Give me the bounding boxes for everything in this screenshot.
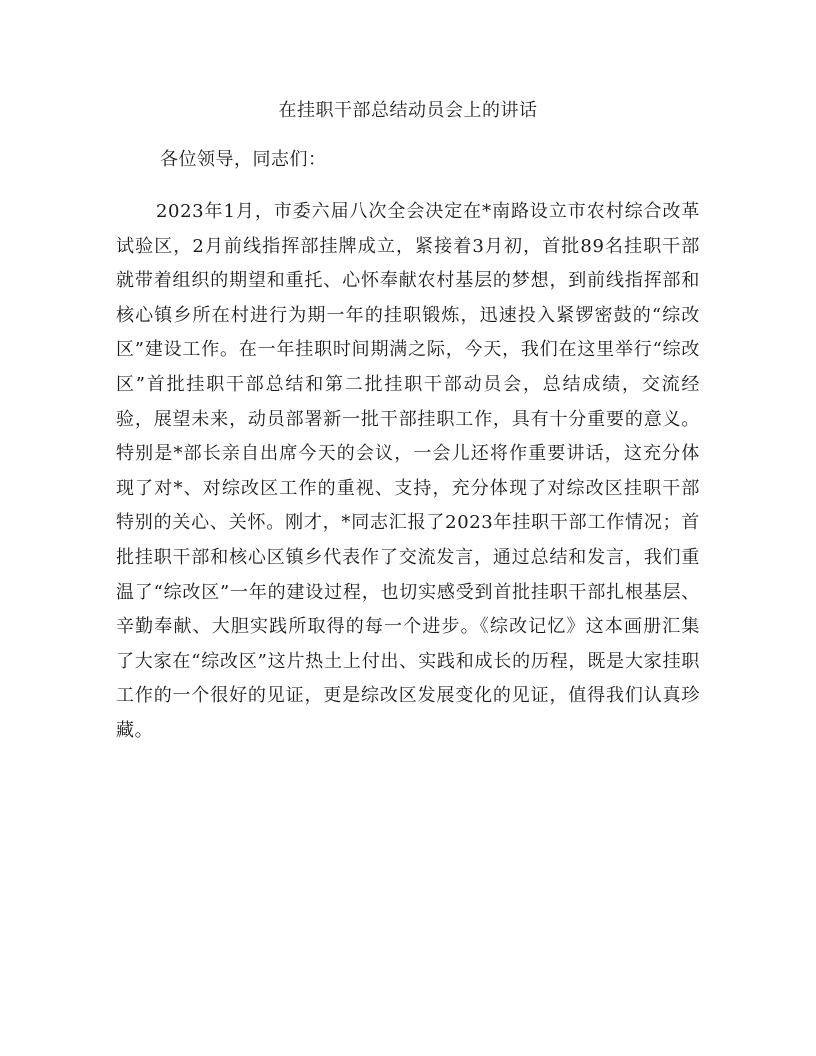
salutation: 各位领导，同志们： (160, 149, 327, 170)
document-title: 在挂职干部总结动员会上的讲话 (278, 100, 538, 121)
body-paragraph: 2023年1月，市委六届八次全会决定在*南路设立市农村综合改革试验区，2月前线指挥部挂牌成立，紧接着3月初，首批89名挂职干部就带着组织的期望和重托、心怀奉献农村基层的梦想，到前线指挥部和核心镇乡所在村进行为期一年的挂职锻炼，迅速投入紧锣密鼓的“综改区”建设工作。在一年挂职时间期满之际，今天，我们在这里举行“综改区”首批挂职干部总结和第二批挂职干部动员会，总结成绩，交流经验，展望未来，动员部署新一批干部挂职工作，具有十分重要的意义。特别是*部长亲自出席今天的会议，一会儿还将作重要讲话，这充分体现了对*、对综改区工作的重视、支持，充分体现了对综改区挂职干部特别的关心、关怀。刚才，*同志汇报了2023年挂职干部工作情况；首批挂职干部和核心区镇乡代表作了交流发言，通过总结和发言，我们重温了“综改区”一年的建设过程，也切实感受到首批挂职干部扎根基层、辛勤奉献、大胆实践所取得的每一个进步。《综改记忆》这本画册汇集了大家在“综改区”这片热土上付出、实践和成长的历程，既是大家挂职工作的一个很好的见证，更是综改区发展变化的见证，值得我们认真珍藏。 (116, 201, 700, 741)
